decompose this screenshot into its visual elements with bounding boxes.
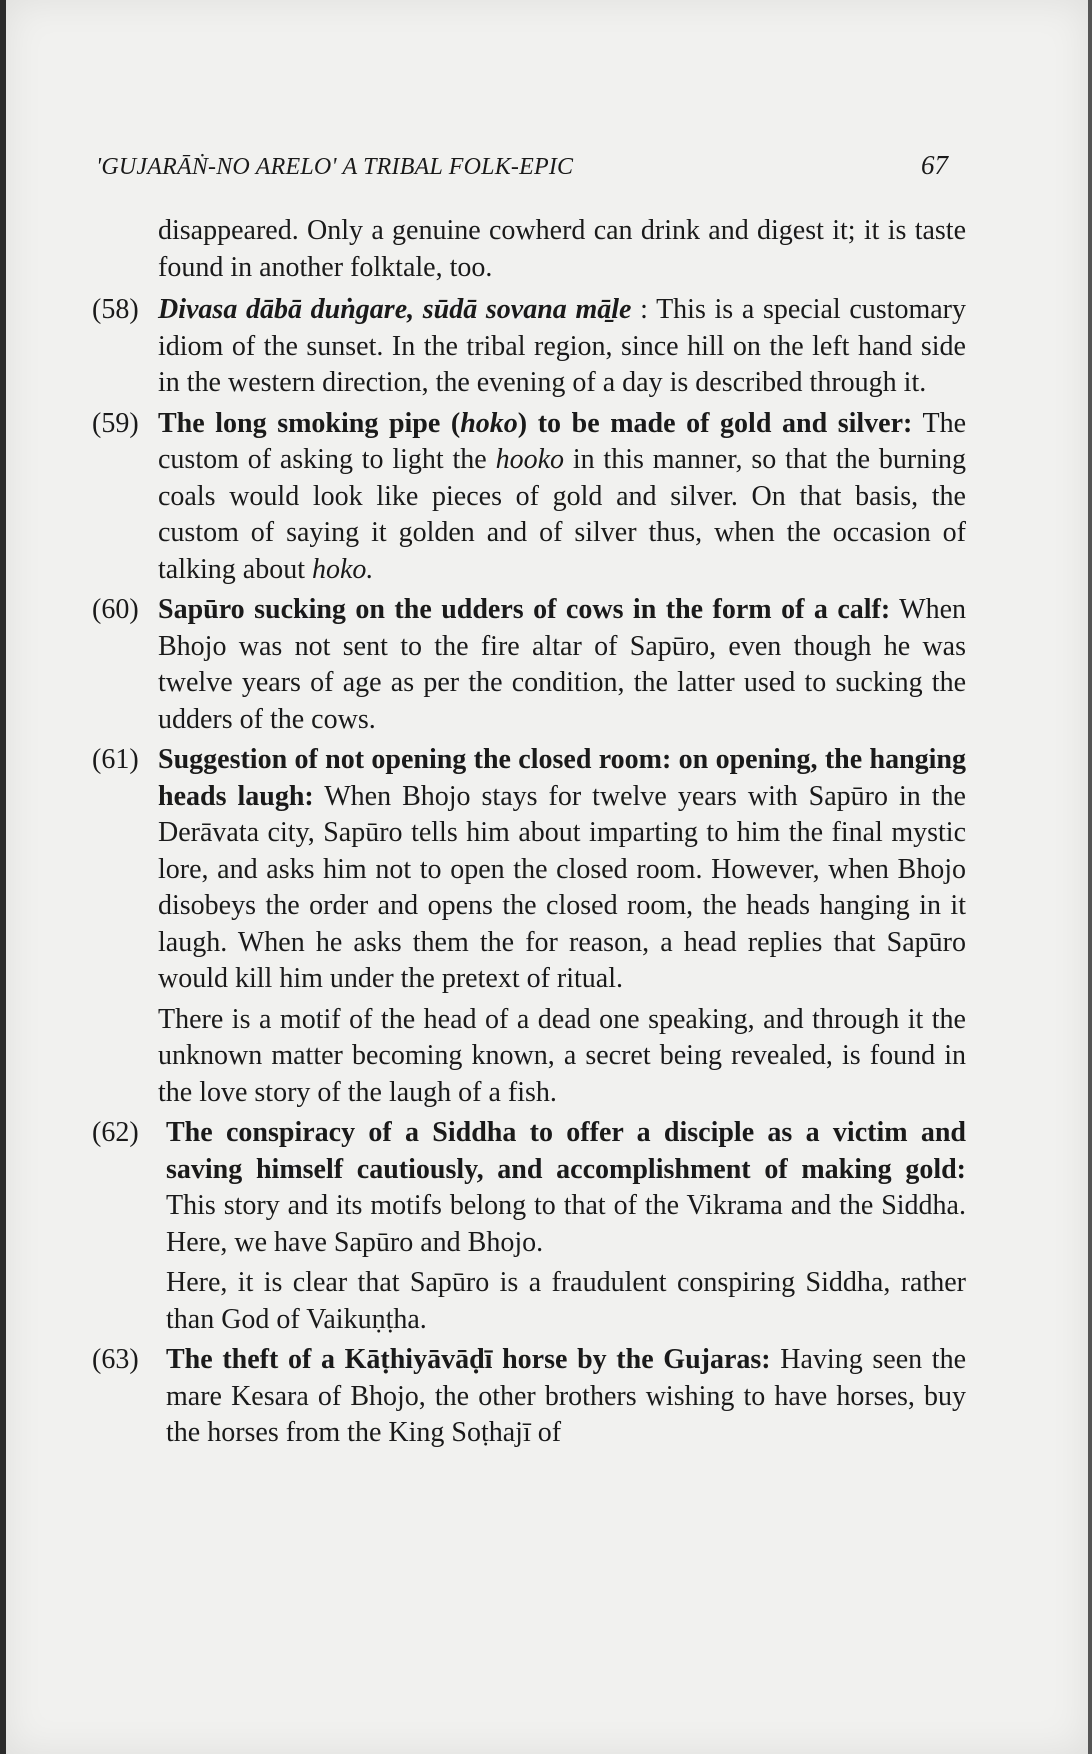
note-number: (58) bbox=[92, 294, 139, 325]
note-62 bbox=[92, 1115, 966, 1261]
note-number: (60) bbox=[92, 594, 139, 625]
note-number: (62) bbox=[92, 1117, 139, 1148]
page-body bbox=[92, 213, 966, 1456]
note-62-paragraph: Here, it is clear that Sapūro is a fraudulent conspiring Siddha, rather than God of Vaikuṇṭha. bbox=[166, 1267, 966, 1335]
note-text: Having seen the mare Kesara of Bhojo, the other brothers wishing to have horses, buy the horses from the King Soṭhajī of bbox=[166, 1344, 966, 1448]
note-term: Sapūro sucking on the udders of cows in the form of a calf: bbox=[158, 594, 891, 625]
note-number: (61) bbox=[92, 744, 139, 775]
note-number: (59) bbox=[92, 407, 139, 439]
note-61 bbox=[92, 742, 966, 998]
note-text: The custom of asking to light the bbox=[158, 407, 966, 475]
note-term bbox=[158, 408, 912, 439]
note-61-paragraph: There is a motif of the head of a dead one speaking, and through it the unknown matter becoming known, a secret being revealed, is found in the love story of the laugh of a fish. bbox=[158, 1003, 966, 1108]
running-head bbox=[96, 150, 948, 181]
note-58 bbox=[92, 292, 966, 402]
note-text-emphasis: hooko bbox=[495, 444, 564, 475]
note-63 bbox=[92, 1342, 966, 1452]
note-separator: : bbox=[631, 294, 657, 325]
note-term: The theft of a Kāṭhiyāvāḍī horse by the Gujaras: bbox=[166, 1344, 771, 1375]
continued-paragraph: disappeared. Only a genuine cowherd can drink and digest it; it is taste found in another folktale, too. bbox=[158, 215, 966, 283]
note-term: Suggestion of not opening the closed room: on opening, the hanging heads laugh: bbox=[158, 744, 966, 812]
note-term-part: ) to be made of gold and silver: bbox=[517, 407, 913, 439]
note-text: in this manner, so that the burning coals would look like pieces of gold and silver. On that basis, the custom of saying it golden and of silver thus, when the occasion of talking about bbox=[158, 444, 967, 585]
note-text: When Bhojo was not sent to the fire altar of Sapūro, even though he was twelve years of age as per the condition, the latter used to sucking the udders of the cows. bbox=[158, 594, 966, 735]
note-term-part: The long smoking pipe ( bbox=[158, 407, 461, 439]
note-term-emphasis: hoko bbox=[460, 407, 518, 439]
note-text: This story and its motifs belong to that of the Vikrama and the Siddha. Here, we have Sapūro and Bhojo. bbox=[166, 1190, 966, 1258]
note-60 bbox=[92, 592, 966, 738]
note-text: This is a special customary idiom of the sunset. In the tribal region, since hill on the left hand side in the western direction, the evening of a day is described through it. bbox=[158, 294, 966, 398]
running-title: 'GUJARĀṄ-NO ARELO' A TRIBAL FOLK-EPIC bbox=[96, 154, 574, 180]
note-text: When Bhojo stays for twelve years with Sapūro in the Derāvata city, Sapūro tells him about imparting to him the final mystic lore, and asks him not to open the closed room. However, when Bhojo disobeys the order and opens the closed room, the heads hanging in it laugh. When he asks them the for reason, a head replies that Sapūro would kill him under the pretext of ritual. bbox=[158, 780, 966, 994]
note-term: Divasa dābā duṅgare, sūdā sovana mā̱le bbox=[158, 294, 632, 325]
note-number: (63) bbox=[92, 1344, 139, 1375]
note-59 bbox=[92, 406, 966, 589]
note-term: The conspiracy of a Siddha to offer a disciple as a victim and saving himself cautiously, and accomplishment of making gold: bbox=[166, 1117, 966, 1185]
page-number: 67 bbox=[921, 150, 948, 180]
note-text-emphasis: hoko. bbox=[311, 553, 374, 585]
